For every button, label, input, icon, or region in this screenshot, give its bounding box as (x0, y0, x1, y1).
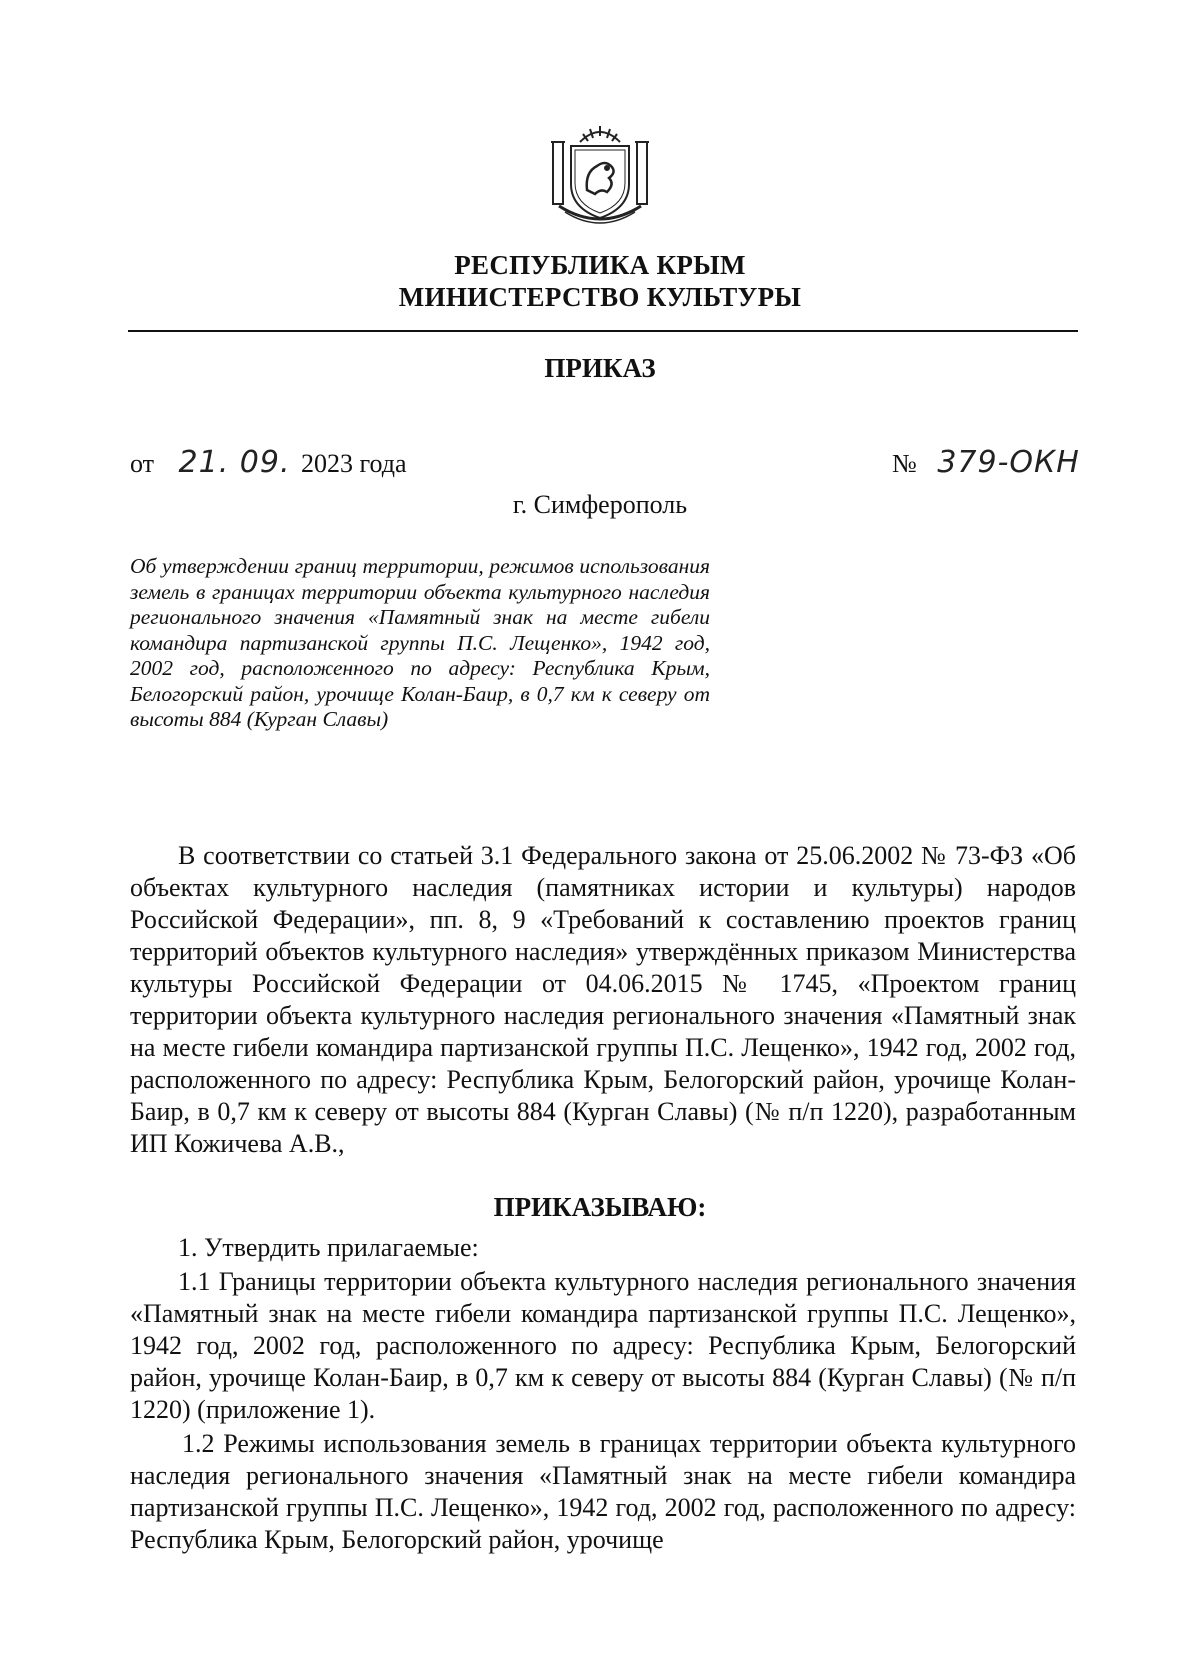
item-1-1: 1.1 Границы территории объекта культурного наследия регионального значения «Памятный знак на месте гибели командира партизанской группы П.С. Лещенко», 1942 год, 2002 год, расположенного по адресу: Республика Крым, Белогорский район, урочище Колан-Баир, в 0,7 км к северу от высоты 884 (Курган Славы) (№ п/п 1220) (приложение 1). (130, 1267, 1076, 1424)
crimea-coat-of-arms-icon (545, 120, 655, 230)
decree-heading: ПРИКАЗЫВАЮ: (493, 1192, 707, 1222)
number-prefix: № (892, 449, 917, 478)
item-1: 1. Утвердить прилагаемые: (178, 1233, 479, 1262)
date-prefix: от (130, 449, 155, 478)
order-title: ПРИКАЗ (544, 353, 656, 383)
number-handwritten: 379-ОКН (937, 445, 1080, 480)
date-handwritten: 21. 09. (178, 445, 291, 480)
order-subject: Об утверждении границ территории, режимов использования земель в границах территории объекта культурного наследия регионального значения «Памятный знак на месте гибели командира партизанской группы П.С. Лещенко», 1942 год, 2002 год, расположенного по адресу: Республика Крым, Белогорский район, урочище Колан-Баир, в 0,7 км к северу от высоты 884 (Курган Славы) (130, 554, 710, 731)
order-date (130, 445, 407, 480)
city: г. Симферополь (512, 490, 688, 519)
item-1-2: 1.2 Режимы использования земель в границах территории объекта культурного наследия регионального значения «Памятный знак на месте гибели командира партизанской группы П.С. Лещенко», 1942 год, 2002 год, расположенного по адресу: Республика Крым, Белогорский район, урочище (130, 1429, 1076, 1554)
preamble-paragraph: В соответствии со статьей 3.1 Федерального закона от 25.06.2002 № 73-ФЗ «Об объектах культурного наследия (памятниках истории и культуры) народов Российской Федерации», пп. 8, 9 «Требований к составлению проектов границ территорий объектов культурного наследия» утверждённых приказом Министерства культуры Российской Федерации от 04.06.2015 № 1745, «Проектом границ территории объекта культурного наследия регионального значения «Памятный знак на месте гибели командира партизанской группы П.С. Лещенко», 1942 год, 2002 год, расположенного по адресу: Республика Крым, Белогорский район, урочище Колан-Баир, в 0,7 км к северу от высоты 884 (Курган Славы) (№ п/п 1220), разработанным ИП Кожичева А.В., (130, 841, 1076, 1158)
ministry-name: МИНИСТЕРСТВО КУЛЬТУРЫ (398, 282, 802, 312)
republic-name: РЕСПУБЛИКА КРЫМ (454, 250, 746, 280)
date-suffix: 2023 года (301, 449, 407, 478)
header-divider (128, 330, 1078, 332)
order-number (892, 445, 1080, 480)
